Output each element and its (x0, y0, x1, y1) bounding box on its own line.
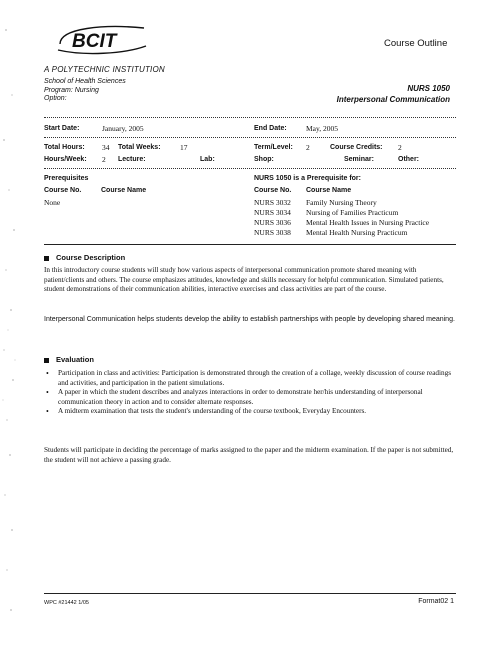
total-weeks-value: 17 (180, 143, 188, 152)
doc-type-heading: Course Outline (384, 38, 448, 49)
prereq-col-course-name: Course Name (101, 187, 147, 194)
section-square-icon (44, 256, 49, 261)
prerequisites-title: Prerequisites (44, 175, 89, 182)
footer-form-code: WPC #21442 1/05 (44, 600, 89, 606)
prereq-col-course-no: Course No. (44, 187, 82, 194)
shop-label: Shop: (254, 156, 274, 163)
hours-week-label: Hours/Week: (44, 156, 87, 163)
start-date-value: January, 2005 (102, 124, 144, 133)
evaluation-note: Students will participate in deciding the percentage of marks assigned to the paper and the midterm examination. If the paper is not submitted, the student will not achieve a passing grade. (44, 446, 454, 464)
course-no: NURS 3034 (254, 208, 291, 217)
course-credits-label: Course Credits: (330, 144, 383, 151)
table-row (254, 218, 459, 228)
footer-divider (44, 593, 456, 594)
scan-margin-noise (0, 0, 20, 646)
description-paragraph-2: Interpersonal Communication helps students develop the ability to establish partnerships with people by developing shared meaning. (44, 316, 455, 323)
course-name: Family Nursing Theory (306, 198, 377, 207)
option-label: Option: (44, 95, 67, 102)
description-paragraph: In this introductory course students will study how various aspects of interpersonal communication promote shared meaning with patient/clients and others. The course emphasizes attitudes, knowledge and skills necessary for helpful communication. Simulated patients, student demonstrations of their communication abilities, interactive exercises and class activities are part of the course. (44, 266, 444, 294)
table-row (254, 228, 459, 238)
footer-page-number: Format02 1 (418, 598, 454, 605)
term-level-value: 2 (306, 143, 310, 152)
course-name: Nursing of Families Practicum (306, 208, 399, 217)
table-row (254, 208, 459, 218)
prereq-for-title: NURS 1050 is a Prerequisite for: (254, 175, 361, 182)
course-title: Interpersonal Communication (336, 95, 450, 104)
prereq-for-list (254, 198, 459, 238)
total-hours-value: 34 (102, 143, 110, 152)
total-hours-label: Total Hours: (44, 144, 85, 151)
divider (44, 244, 456, 245)
end-date-label: End Date: (254, 125, 287, 132)
course-description-heading (44, 253, 125, 262)
course-name: Mental Health Nursing Practicum (306, 228, 408, 237)
list-item: • A paper in which the student describes and analyzes interactions in order to demonstrate her/his understanding of interpersonal communication theory in action and to consider alternate responses. (44, 388, 460, 407)
seminar-label: Seminar: (344, 156, 374, 163)
other-label: Other: (398, 156, 419, 163)
course-name: Mental Health Issues in Nursing Practice (306, 218, 430, 227)
end-date-value: May, 2005 (306, 124, 339, 133)
divider (44, 117, 456, 118)
term-level-label: Term/Level: (254, 144, 293, 151)
section-title: Evaluation (56, 355, 94, 364)
prereq-for-col-course-name: Course Name (306, 187, 352, 194)
school-info (44, 78, 126, 104)
divider (44, 168, 456, 169)
hours-week-value: 2 (102, 155, 106, 164)
list-item: • A midterm examination that tests the student's understanding of the course textbook, Everyday Encounters. (44, 407, 460, 417)
total-weeks-label: Total Weeks: (118, 144, 161, 151)
prereq-for-col-course-no: Course No. (254, 187, 292, 194)
logo-text: BCIT (72, 31, 117, 52)
lecture-label: Lecture: (118, 156, 146, 163)
start-date-label: Start Date: (44, 125, 80, 132)
evaluation-heading (44, 355, 94, 364)
program-name: Program: Nursing (44, 86, 99, 94)
course-code: NURS 1050 (407, 84, 450, 93)
list-item: • Participation in class and activities: Participation is demonstrated through the creation of a collage, weekly discussion of course readings and activities, and participation in the patient simulations. (44, 369, 460, 388)
prereq-none: None (44, 198, 61, 207)
evaluation-list (44, 369, 460, 417)
course-no: NURS 3036 (254, 218, 291, 227)
table-row (254, 198, 459, 208)
institution-tagline: A POLYTECHNIC INSTITUTION (44, 65, 165, 74)
lab-label: Lab: (200, 156, 215, 163)
course-no: NURS 3038 (254, 228, 291, 237)
bcit-logo (54, 20, 150, 60)
section-title: Course Description (56, 253, 126, 262)
section-square-icon (44, 358, 49, 363)
course-credits-value: 2 (398, 143, 402, 152)
school-name: School of Health Sciences (44, 78, 126, 85)
divider (44, 137, 456, 138)
course-no: NURS 3032 (254, 198, 291, 207)
